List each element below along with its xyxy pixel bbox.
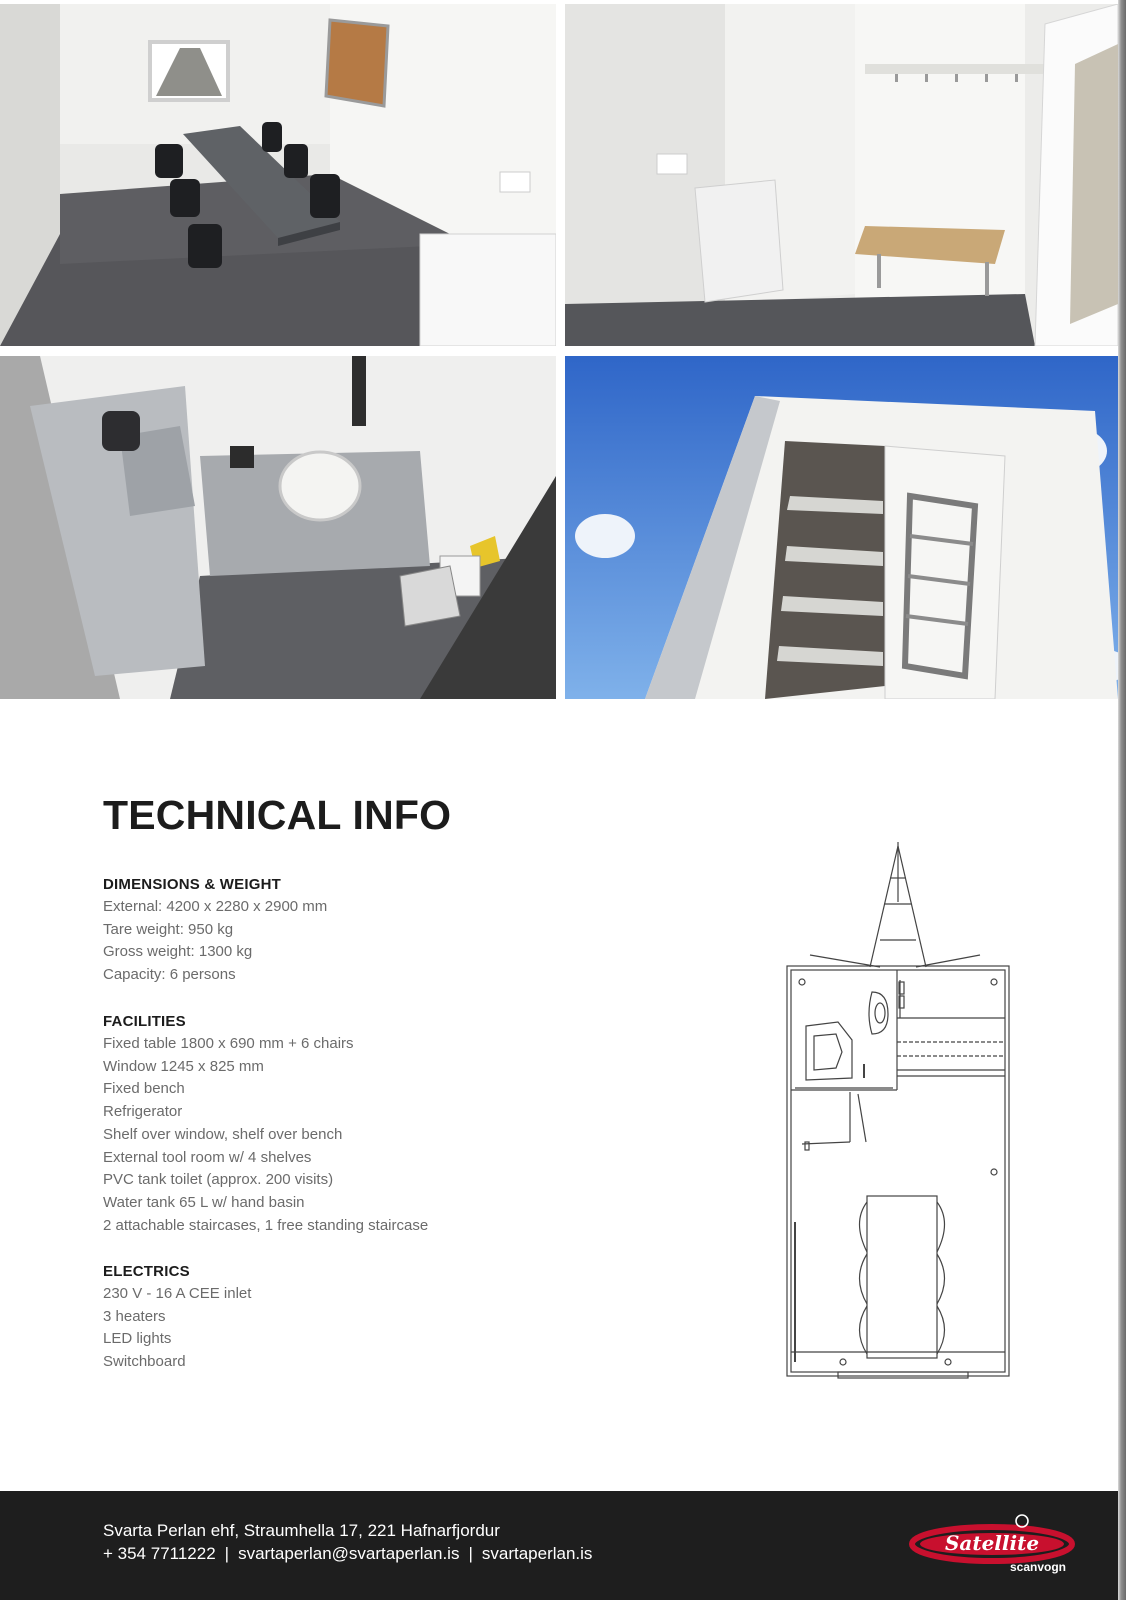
spec-item: 3 heaters [103,1307,166,1325]
spec-item: Fixed bench [103,1080,185,1098]
electrics-heading: ELECTRICS [103,1263,190,1280]
page-title: TECHNICAL INFO [103,792,452,838]
footer-address: Svarta Perlan ehf, Straumhella 17, 221 Hafnarfjordur [103,1521,500,1540]
photo-toilet-room [0,356,556,699]
spec-item: Shelf over window, shelf over bench [103,1125,343,1143]
spec-item: External: 4200 x 2280 x 2900 mm [103,898,328,915]
footer [0,1491,1118,1600]
spec-item: Refrigerator [103,1103,183,1121]
footer-website-link[interactable]: svartaperlan.is [481,1544,593,1563]
page-edge-shadow [1118,0,1126,1600]
facilities-section [103,1013,623,1237]
spec-item: Tare weight: 950 kg [103,920,234,938]
footer-phone[interactable]: + 354 7711222 [103,1544,216,1563]
logo-sub-text: scanvogn [1009,1560,1066,1574]
spec-item: Window 1245 x 825 mm [103,1057,264,1075]
electrics-section [103,1263,623,1374]
spec-item: Capacity: 6 persons [103,966,236,984]
dimensions-heading: DIMENSIONS & WEIGHT [103,876,281,893]
spec-item: Switchboard [103,1353,186,1371]
satellite-scanvogn-logo [906,1513,1078,1575]
floor-plan-drawing [780,842,1015,1382]
photo-meeting-room [0,4,556,346]
spec-item: Water tank 65 L w/ hand basin [103,1193,305,1211]
spec-item: PVC tank toilet (approx. 200 visits) [103,1171,334,1189]
spec-item: 2 attachable staircases, 1 free standing staircase [103,1216,429,1234]
spec-item: Gross weight: 1300 kg [103,943,253,961]
spec-item: Fixed table 1800 x 690 mm + 6 chairs [103,1035,354,1052]
logo-brand-text: Satellite [944,1531,1040,1555]
spec-item: External tool room w/ 4 shelves [103,1148,312,1166]
spec-item: 230 V - 16 A CEE inlet [103,1285,252,1302]
dimensions-section [103,876,623,987]
footer-separator: | [224,1544,230,1563]
footer-email-link[interactable]: svartaperlan@svartaperlan.is [238,1544,460,1563]
facilities-heading: FACILITIES [103,1013,186,1030]
footer-contact-line [103,1544,592,1564]
footer-separator: | [468,1544,473,1563]
photo-exterior-tool-room [565,356,1118,699]
photo-bench-room [565,4,1118,346]
spec-item: LED lights [103,1330,172,1348]
